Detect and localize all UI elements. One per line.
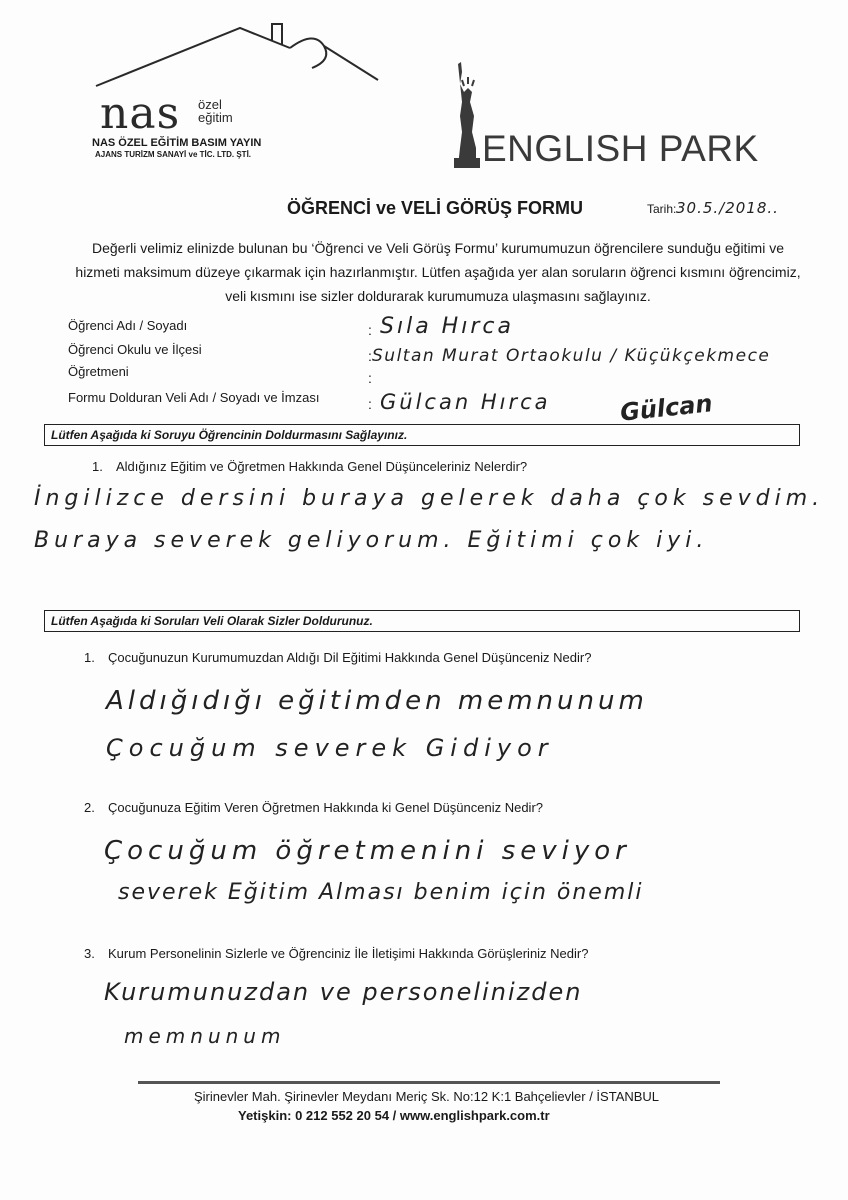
signature[interactable]: Gülcan [618, 389, 714, 427]
question-text: Kurum Personelinin Sizlerle ve Öğrenciniz İle İletişimi Hakkında Görüşleriniz Nedir? [108, 946, 589, 961]
parent-name-label: Formu Dolduran Veli Adı / Soyadı ve İmzası [68, 390, 320, 405]
publisher-name: NAS ÖZEL EĞİTİM BASIM YAYIN [92, 137, 262, 149]
date-label: Tarih: [647, 202, 677, 216]
question-number: 3. [84, 946, 95, 961]
intro-text [58, 236, 818, 308]
parent-answer-line[interactable]: Aldığıdığı eğitimden memnunum [106, 686, 648, 716]
school-name: ENGLISH PARK [482, 128, 759, 169]
nas-logo-roof [92, 20, 382, 90]
brand-egitim: eğitim [198, 110, 233, 125]
teacher-label: Öğretmeni [68, 364, 129, 379]
parent-answer-line[interactable]: severek Eğitim Alması benim için önemli [118, 880, 644, 905]
parent-section-heading: Lütfen Aşağıda ki Soruları Veli Olarak Sizler Doldurunuz. [51, 614, 373, 628]
footer-contact: Yetişkin: 0 212 552 20 54 / www.englishpark.com.tr [238, 1108, 550, 1123]
brand-ozel-egitim [198, 98, 233, 124]
question-text: Çocuğunuza Eğitim Veren Öğretmen Hakkında ki Genel Düşünceniz Nedir? [108, 800, 544, 815]
parent-answer-line[interactable]: Çocuğum severek Gidiyor [106, 734, 554, 762]
student-name-value[interactable]: Sıla Hırca [380, 314, 514, 339]
student-section-heading: Lütfen Aşağıda ki Soruyu Öğrencinin Doldurmasını Sağlayınız. [51, 428, 408, 442]
question-number: 1. [84, 650, 95, 665]
student-question-1 [92, 459, 527, 474]
question-text: Çocuğunuzun Kurumumuzdan Aldığı Dil Eğitimi Hakkında Genel Düşünceniz Nedir? [108, 650, 592, 665]
intro-line: hizmeti maksimum düzeye çıkarmak için hazırlanmıştır. Lütfen aşağıda yer alan soruların öğrenci kısmını öğrencimiz, [75, 264, 801, 280]
question-text: Aldığınız Eğitim ve Öğretmen Hakkında Genel Düşünceleriniz Nelerdir? [116, 459, 528, 474]
question-number: 1. [92, 459, 103, 474]
parent-answer-line[interactable]: Çocuğum öğretmenini seviyor [104, 836, 631, 866]
student-name-label: Öğrenci Adı / Soyadı [68, 318, 188, 333]
brand-ozel: özel [198, 97, 222, 112]
student-answer-line[interactable]: İngilizce dersini buraya gelerek daha çok sevdim. [34, 486, 825, 511]
colon: : [368, 396, 372, 412]
publisher-subtitle: AJANS TURİZM SANAYİ ve TİC. LTD. ŞTİ. [95, 150, 252, 159]
parent-question-3 [84, 946, 588, 961]
colon: : [368, 322, 372, 338]
parent-answer-line[interactable]: Kurumunuzdan ve personelinizden [104, 978, 583, 1006]
parent-question-1 [84, 650, 591, 665]
intro-line: Değerli velimiz elinizde bulunan bu ‘Öğrenci ve Veli Görüş Formu’ kurumumuzun öğrencilere sunduğu eğitimi ve [91, 240, 785, 256]
parent-section-header [44, 610, 800, 632]
parent-answer-line[interactable]: memnunum [124, 1024, 286, 1048]
student-section-header [44, 424, 800, 446]
student-school-label: Öğrenci Okulu ve İlçesi [68, 342, 202, 357]
parent-name-value[interactable]: Gülcan Hırca [380, 390, 551, 414]
colon: : [368, 370, 372, 386]
form-title: ÖĞRENCİ ve VELİ GÖRÜŞ FORMU [287, 198, 584, 218]
student-answer-line[interactable]: Buraya severek geliyorum. Eğitimi çok iyi. [34, 528, 709, 553]
brand-mark: nas [100, 88, 181, 139]
student-school-value[interactable]: Sultan Murat Ortaokulu / Küçükçekmece [372, 346, 771, 366]
footer-divider [138, 1081, 720, 1084]
colon: : [368, 348, 372, 364]
question-number: 2. [84, 800, 95, 815]
parent-question-2 [84, 800, 543, 815]
date-value[interactable]: 30.5./2018.. [676, 199, 779, 217]
footer-address: Şirinevler Mah. Şirinevler Meydanı Meriç Sk. No:12 K:1 Bahçelievler / İSTANBUL [194, 1089, 660, 1104]
intro-line: veli kısmını ise sizler doldurarak kurumumuza ulaşmasını sağlayınız. [225, 288, 651, 304]
